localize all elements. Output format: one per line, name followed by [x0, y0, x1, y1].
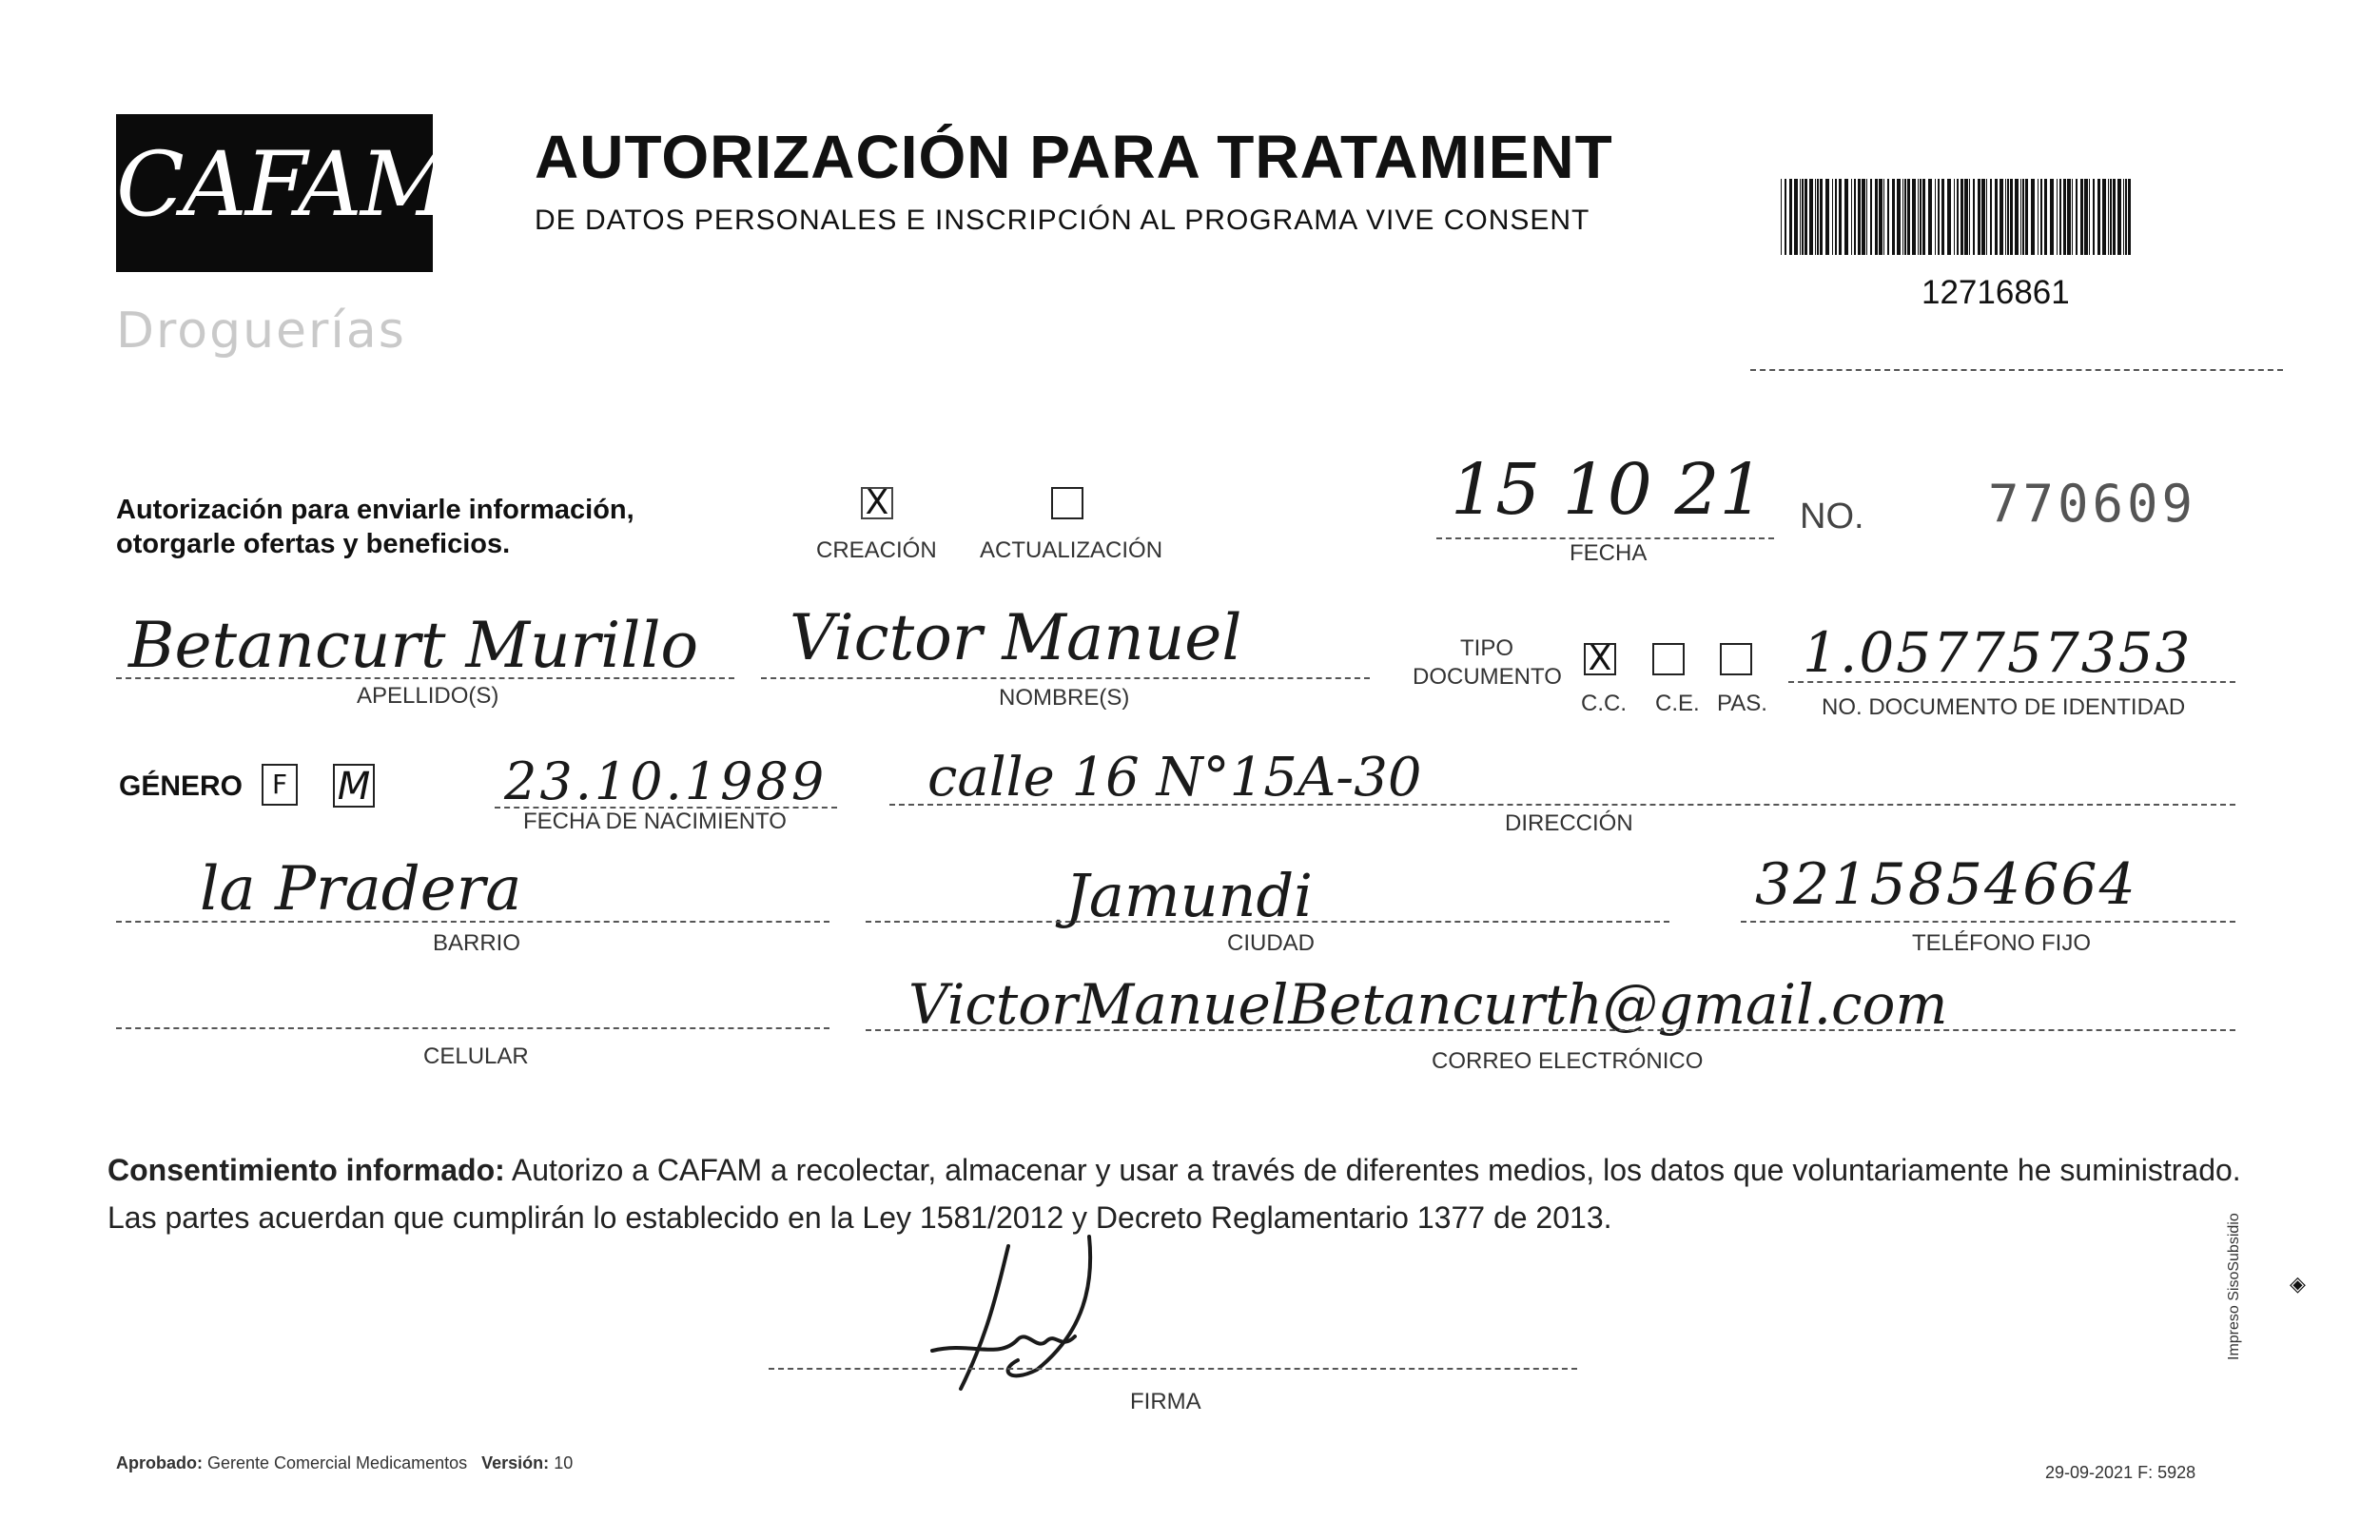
barrio-value: la Pradera: [200, 854, 522, 925]
genero-m-mark: M: [337, 765, 371, 809]
documento-label: NO. DOCUMENTO DE IDENTIDAD: [1822, 694, 2186, 720]
barcode-bar: [1835, 179, 1837, 255]
barcode-bar: [1922, 179, 1925, 255]
barcode: [1781, 179, 2133, 255]
barcode-bar: [1938, 179, 1940, 255]
genero-m-box[interactable]: [333, 764, 375, 808]
barcode-bar: [2059, 179, 2061, 255]
logo-subtitle: Droguerías: [116, 302, 406, 360]
barcode-bar: [2031, 179, 2035, 255]
barcode-bar: [1785, 179, 1786, 255]
barcode-bar: [1918, 179, 1919, 255]
actualizacion-checkbox[interactable]: [1051, 487, 1083, 519]
aprobado-value: Gerente Comercial Medicamentos: [207, 1453, 468, 1472]
barcode-bar: [1802, 179, 1804, 255]
barcode-bar: [1928, 179, 1932, 255]
telefono-line: [1741, 921, 2235, 923]
barcode-bar: [1978, 179, 1980, 255]
fecha-nacimiento-label: FECHA DE NACIMIENTO: [523, 809, 787, 834]
barcode-bar: [2125, 179, 2127, 255]
barcode-bar: [1904, 179, 1906, 255]
barcode-bar: [2072, 179, 2073, 255]
barcode-bar: [2102, 179, 2106, 255]
barcode-bar: [1986, 179, 1987, 255]
barcode-bar: [2050, 179, 2054, 255]
ciudad-line: [866, 921, 1669, 923]
barcode-bar: [1947, 179, 1951, 255]
document-title: AUTORIZACIÓN PARA TRATAMIENT: [535, 123, 1613, 191]
firma-label: FIRMA: [1130, 1389, 1201, 1414]
barcode-bar: [1964, 179, 1968, 255]
barcode-bar: [1920, 179, 1922, 255]
barcode-bar: [2076, 179, 2078, 255]
cafam-logo: [116, 114, 450, 272]
cc-mark: X: [1588, 639, 1612, 678]
correo-value: VictorManuelBetancurth@gmail.com: [908, 972, 1948, 1037]
actualizacion-label: ACTUALIZACIÓN: [980, 537, 1163, 563]
barcode-bar: [1990, 179, 1992, 255]
barcode-bar: [1805, 179, 1807, 255]
ciudad-value: Jamundi: [1065, 861, 1313, 930]
barcode-bar: [2057, 179, 2058, 255]
barcode-bar: [1809, 179, 1813, 255]
barcode-bar: [1825, 179, 1829, 255]
telefono-label: TELÉFONO FIJO: [1912, 930, 2092, 956]
version-value: 10: [554, 1453, 574, 1472]
barcode-bar: [1781, 179, 1782, 255]
barcode-bar: [2084, 179, 2088, 255]
side-print-text: Impreso SisoSubsidio: [2226, 1213, 2242, 1360]
fecha-value: 15 10 21: [1451, 449, 1765, 531]
barcode-bar: [1887, 179, 1889, 255]
correo-line: [866, 1029, 2235, 1031]
ciudad-label: CIUDAD: [1227, 930, 1316, 956]
ce-checkbox[interactable]: [1652, 643, 1685, 675]
barcode-bar: [1854, 179, 1856, 255]
apellidos-value: Betancurt Murillo: [128, 609, 699, 682]
auth-text-line2: otorgarle ofertas y beneficios.: [116, 529, 511, 559]
barcode-bar: [1879, 179, 1883, 255]
barcode-bar: [1957, 179, 1959, 255]
barcode-bar: [1897, 179, 1901, 255]
ce-label: C.E.: [1655, 691, 1700, 716]
barcode-bar: [1817, 179, 1819, 255]
barcode-bar: [2110, 179, 2112, 255]
eye-icon: ◈: [2290, 1272, 2306, 1296]
barcode-bar: [2040, 179, 2042, 255]
nombres-label: NOMBRE(S): [999, 685, 1130, 711]
barcode-bar: [1883, 179, 1884, 255]
celular-label: CELULAR: [423, 1043, 529, 1069]
creacion-checkbox[interactable]: [861, 483, 893, 522]
barcode-bar: [2093, 179, 2095, 255]
apellidos-label: APELLIDO(S): [357, 683, 499, 709]
barcode-bar: [2128, 179, 2131, 255]
direccion-value: calle 16 N°15A-30: [927, 747, 1422, 809]
telefono-value: 3215854664: [1755, 851, 2137, 918]
consent-line2: Las partes acuerdan que cumplirán lo establecido en la Ley 1581/2012 y Decreto Reglamentario 1377 de 2013.: [107, 1200, 1612, 1235]
consent-title: Consentimiento informado:: [107, 1153, 505, 1187]
logo-brand: CAFAM: [116, 133, 450, 237]
barcode-bar: [2038, 179, 2039, 255]
barcode-bar: [2015, 179, 2019, 255]
tipo-label: TIPO: [1460, 635, 1514, 661]
barcode-bar: [1858, 179, 1861, 255]
cc-label: C.C.: [1581, 691, 1627, 716]
auth-text-line1: Autorización para enviarle información,: [116, 495, 634, 525]
apellidos-line: [116, 677, 734, 679]
header-divider: [1750, 369, 2283, 371]
barcode-bar: [1995, 179, 1998, 255]
no-label: NO.: [1800, 497, 1864, 536]
barcode-bar: [1961, 179, 1963, 255]
barcode-bar: [1935, 179, 1936, 255]
barcode-bar: [1870, 179, 1872, 255]
aprobado-label: Aprobado:: [116, 1453, 203, 1472]
barcode-bar: [1969, 179, 1970, 255]
consent-line1: Autorizo a CAFAM a recolectar, almacenar y usar a través de diferentes medios, los datos que voluntariamente he suministrado.: [504, 1153, 2241, 1187]
barcode-bar: [2063, 179, 2066, 255]
barcode-bar: [1941, 179, 1944, 255]
barcode-bar: [1902, 179, 1903, 255]
barcode-bar: [1862, 179, 1865, 255]
creacion-mark: X: [865, 483, 889, 522]
footer-approval: [116, 1453, 573, 1473]
documento-value: 1.057757353: [1803, 620, 2193, 685]
barcode-bar: [2005, 179, 2006, 255]
barcode-bar: [2025, 179, 2028, 255]
barcode-bar: [1875, 179, 1878, 255]
barcode-bar: [2113, 179, 2116, 255]
footer-date-code: 29-09-2021 F: 5928: [2045, 1463, 2196, 1482]
barcode-bar: [2117, 179, 2121, 255]
barcode-bar: [2007, 179, 2009, 255]
version-label: Versión:: [481, 1453, 550, 1472]
barcode-bar: [1839, 179, 1842, 255]
barcode-bar: [1820, 179, 1823, 255]
barcode-bar: [1851, 179, 1852, 255]
fecha-label: FECHA: [1570, 540, 1648, 566]
barcode-bar: [2097, 179, 2100, 255]
barcode-number: 12716861: [1922, 274, 2070, 311]
barcode-bar: [1981, 179, 1985, 255]
documento-type-label: DOCUMENTO: [1413, 664, 1562, 690]
nombres-line: [761, 677, 1370, 679]
correo-label: CORREO ELECTRÓNICO: [1432, 1048, 1704, 1074]
barcode-bar: [1800, 179, 1801, 255]
barcode-bar: [1907, 179, 1910, 255]
pas-label: PAS.: [1717, 691, 1767, 716]
barcode-bar: [1866, 179, 1867, 255]
barcode-bar: [2080, 179, 2083, 255]
direccion-label: DIRECCIÓN: [1505, 810, 1633, 836]
barcode-bar: [1912, 179, 1916, 255]
fecha-line: [1436, 537, 1774, 539]
barcode-bar: [1815, 179, 1816, 255]
barcode-bar: [1832, 179, 1833, 255]
barcode-bar: [2044, 179, 2047, 255]
genero-label: GÉNERO: [119, 770, 244, 802]
barcode-bar: [1954, 179, 1955, 255]
cc-checkbox[interactable]: [1584, 639, 1616, 678]
document-subtitle: DE DATOS PERSONALES E INSCRIPCIÓN AL PROGRAMA VIVE CONSENT: [535, 205, 1590, 236]
genero-f-box[interactable]: [262, 764, 298, 806]
barcode-bar: [1844, 179, 1848, 255]
barcode-bar: [1892, 179, 1895, 255]
barcode-bar: [1973, 179, 1975, 255]
barrio-line: [116, 921, 829, 923]
firma-line: [769, 1368, 1577, 1370]
barcode-bar: [2022, 179, 2024, 255]
serial-number: 770609: [1988, 474, 2197, 534]
genero-f-text: F: [271, 769, 288, 800]
direccion-line: [889, 804, 2235, 806]
nombres-value: Victor Manuel: [790, 601, 1242, 674]
documento-line: [1788, 681, 2235, 683]
barcode-bar: [1794, 179, 1798, 255]
barcode-bar: [2067, 179, 2071, 255]
barcode-bar: [2089, 179, 2090, 255]
creacion-label: CREACIÓN: [816, 537, 937, 563]
barcode-bar: [2123, 179, 2124, 255]
barcode-bar: [2020, 179, 2021, 255]
celular-line: [116, 1027, 829, 1029]
barrio-label: BARRIO: [433, 930, 521, 956]
barcode-bar: [1789, 179, 1792, 255]
pas-checkbox[interactable]: [1720, 643, 1752, 675]
fecha-nacimiento-value: 23.10.1989: [504, 751, 828, 811]
barcode-bar: [2108, 179, 2109, 255]
barcode-bar: [2010, 179, 2013, 255]
barcode-bar: [2000, 179, 2003, 255]
